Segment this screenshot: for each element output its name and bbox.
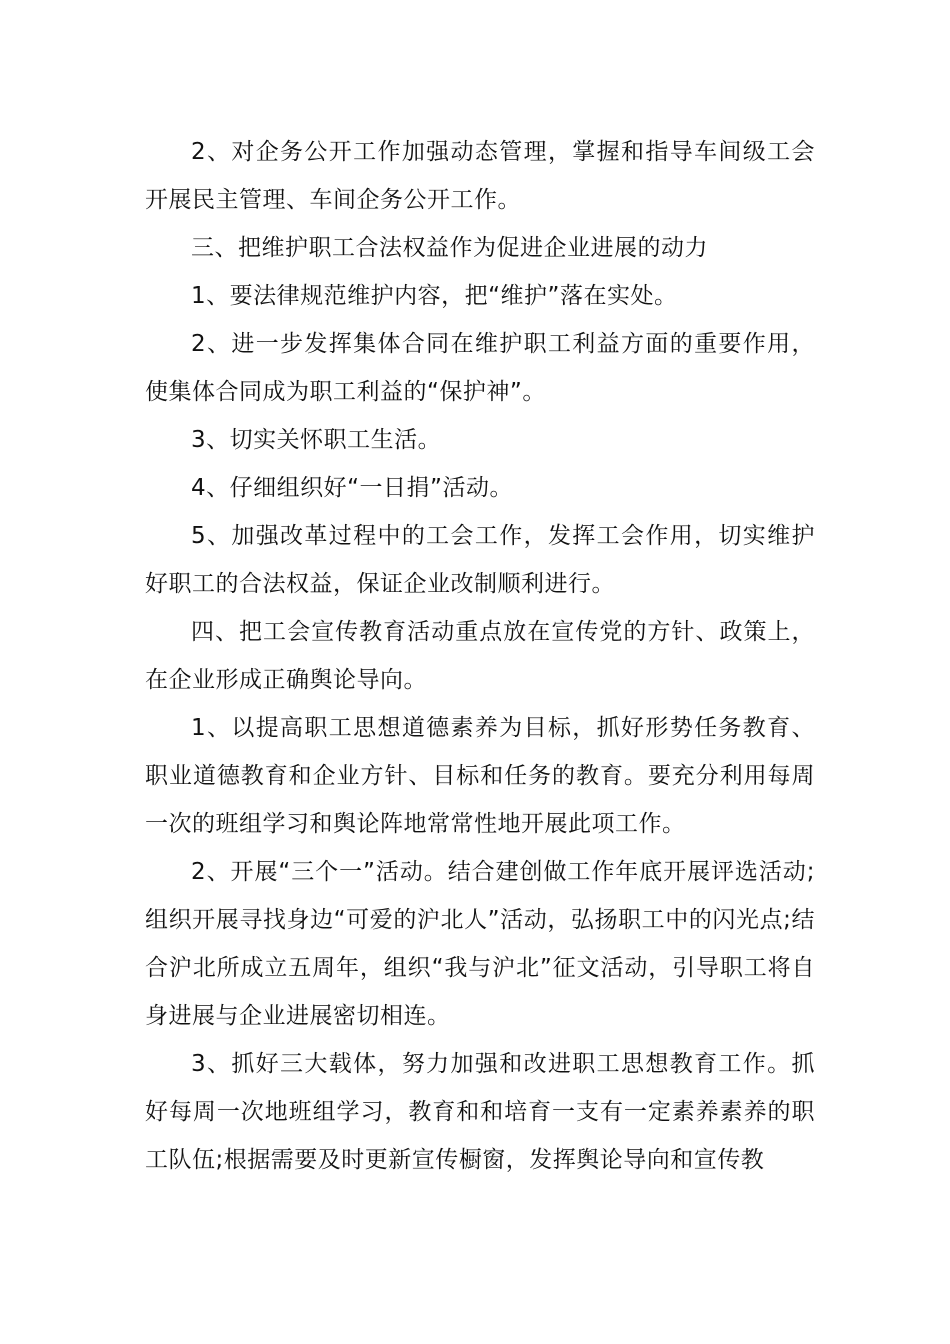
paragraph-care-life: 3、切实关怀职工生活。 [191,427,442,453]
paragraph-three-ones-activity: 2、开展“三个一”活动。结合建创做工作年底开展评选活动;组织开展寻找身边“可爱的沪北人”活动，弘扬职工中的闪光点;结合沪北所成立五周年，组织“我与沪北”征文活动，引导职工将自身进展与企业进展密切相连。 [145,859,815,1029]
paragraph-reform-work: 5、加强改革过程中的工会工作，发挥工会作用，切实维护好职工的合法权益，保证企业改制顺利进行。 [145,523,815,597]
paragraph-moral-education: 1、以提高职工思想道德素养为目标，抓好形势任务教育、职业道德教育和企业方针、目标和任务的教育。要充分利用每周一次的班组学习和舆论阵地常常性地开展此项工作。 [145,715,815,837]
paragraph-legal-norms: 1、要法律规范维护内容，把“维护”落在实处。 [191,283,678,309]
section-heading-publicity: 四、把工会宣传教育活动重点放在宣传党的方针、政策上，在企业形成正确舆论导向。 [145,619,815,693]
paragraph-enterprise-affairs: 2、对企务公开工作加强动态管理，掌握和指导车间级工会开展民主管理、车间企务公开工作。 [145,139,815,213]
paragraph-three-carriers: 3、抓好三大载体，努力加强和改进职工思想教育工作。抓好每周一次地班组学习，教育和和培育一支有一定素养素养的职工队伍;根据需要及时更新宣传橱窗，发挥舆论导向和宣传教 [145,1051,815,1173]
section-heading-rights: 三、把维护职工合法权益作为促进企业进展的动力 [191,235,708,261]
paragraph-one-day-donation: 4、仔细组织好“一日捐”活动。 [191,475,513,501]
document-body [145,128,815,1184]
paragraph-collective-contract: 2、进一步发挥集体合同在维护职工利益方面的重要作用，使集体合同成为职工利益的“保护神”。 [145,331,815,405]
